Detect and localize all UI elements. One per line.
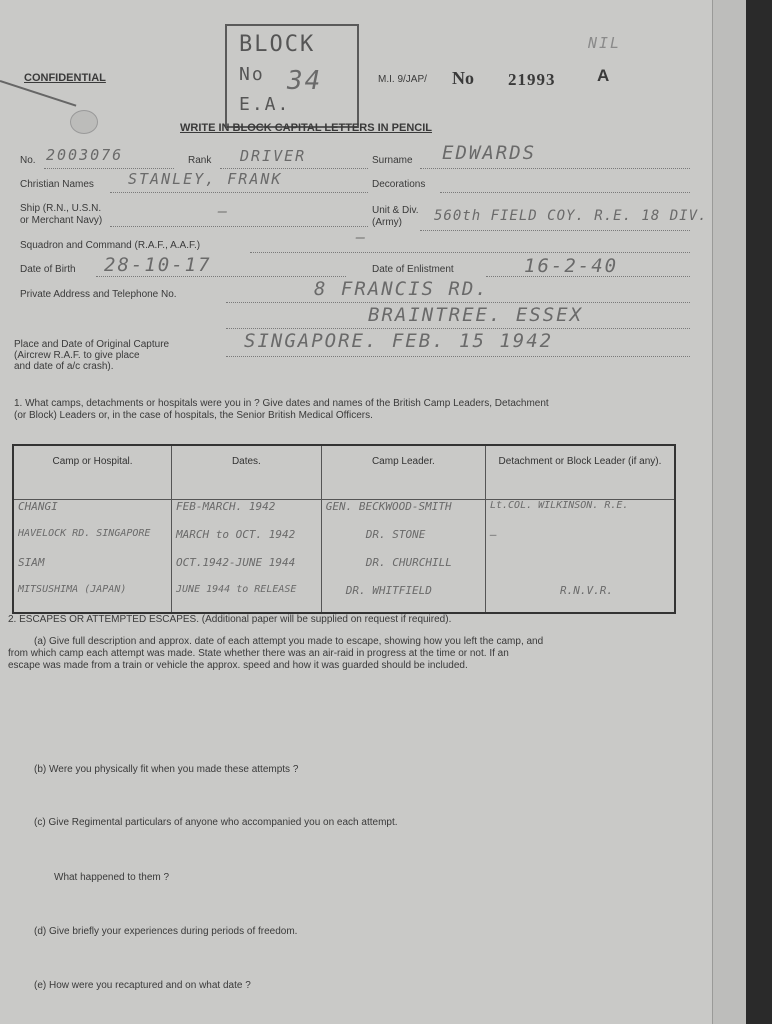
- ship-label-1: Ship (R.N., U.S.N.: [20, 203, 102, 214]
- decorations-line: [440, 192, 690, 193]
- cell-camp: HAVELOCK RD. SINGAPORE: [18, 528, 151, 539]
- unit-line: [420, 230, 690, 231]
- table-row: [13, 500, 675, 529]
- ref-prefix: M.I. 9/JAP/: [378, 74, 427, 85]
- capture-label-1: Place and Date of Original Capture: [14, 339, 170, 350]
- instruction-heading: WRITE IN BLOCK CAPITAL LETTERS IN PENCIL: [180, 122, 432, 134]
- header-detachment: Detachment or Block Leader (if any).: [485, 445, 675, 500]
- ref-suffix: A: [597, 66, 610, 85]
- table-row: [13, 584, 675, 613]
- unit-value: 560th FIELD COY. R.E. 18 DIV.: [434, 208, 708, 224]
- no-label: No.: [20, 155, 36, 166]
- enlistment-value: 16-2-40: [524, 255, 619, 277]
- unit-label-2: (Army): [372, 217, 402, 228]
- squadron-label: Squadron and Command (R.A.F., A.A.F.): [20, 240, 201, 251]
- cell-dates: OCT.1942-JUNE 1944: [176, 556, 296, 569]
- rank-label: Rank: [188, 155, 212, 166]
- decorations-label: Decorations: [372, 179, 426, 190]
- stamp-block-text: BLOCK: [239, 32, 316, 57]
- dob-line: [96, 276, 346, 277]
- address-label: Private Address and Telephone No.: [20, 289, 177, 300]
- dob-value: 28-10-17: [104, 254, 212, 276]
- q2d-text: (d) Give briefly your experiences during periods of freedom.: [34, 926, 298, 937]
- q2c-followup-text: What happened to them ?: [54, 872, 170, 883]
- table-row: [13, 528, 675, 556]
- no-line: [44, 168, 174, 169]
- surname-line: [420, 168, 690, 169]
- camps-table: [12, 444, 676, 614]
- capture-line: [226, 356, 690, 357]
- punch-hole: [70, 110, 98, 134]
- capture-label-3: and date of a/c crash).: [14, 361, 114, 372]
- stamp-number: 34: [287, 66, 323, 96]
- cell-camp: CHANGI: [18, 500, 58, 513]
- stamp-no-text: No: [239, 64, 265, 85]
- cell-dates: JUNE 1944 to RELEASE: [176, 584, 297, 595]
- q2b-text: (b) Were you physically fit when you made these attempts ?: [34, 764, 299, 775]
- header-camp: Camp or Hospital.: [13, 445, 172, 500]
- cell-dates: FEB-MARCH. 1942: [176, 500, 276, 513]
- squadron-line: [250, 252, 690, 253]
- header-camp-leader: Camp Leader.: [321, 445, 485, 500]
- cell-camp: SIAM: [18, 556, 45, 569]
- squadron-value: —: [356, 228, 368, 246]
- cell-camp: MITSUSHIMA (JAPAN): [18, 584, 127, 595]
- ship-value: —: [218, 202, 230, 220]
- q2-title: 2. ESCAPES OR ATTEMPTED ESCAPES. (Additional paper will be supplied on request if required).: [8, 614, 452, 625]
- cell-leader: GEN. BECKWOOD-SMITH: [325, 500, 452, 513]
- capture-label-2: (Aircrew R.A.F. to give place: [14, 350, 140, 361]
- cell-detachment: Lt.COL. WILKINSON. R.E.: [489, 500, 629, 511]
- cell-leader: DR. STONE: [365, 528, 426, 541]
- q1-text-1: 1. What camps, detachments or hospitals were you in ? Give dates and names of the British Camp Leaders, Detachment: [14, 398, 549, 409]
- tag-string: [0, 80, 76, 107]
- cell-detachment: —: [489, 528, 497, 541]
- nil-mark: NIL: [588, 34, 622, 52]
- confidential-label: CONFIDENTIAL: [24, 72, 106, 84]
- q2e-text: (e) How were you recaptured and on what date ?: [34, 980, 251, 991]
- header-dates: Dates.: [172, 445, 322, 500]
- q2a-line-2: from which camp each attempt was made. State whether there was an air-raid in progress at the time or not. If an: [8, 648, 509, 659]
- rank-line: [220, 168, 368, 169]
- ship-label-2: or Merchant Navy): [20, 215, 103, 226]
- camps-table-header: [13, 445, 675, 500]
- christian-names-label: Christian Names: [20, 179, 94, 190]
- christian-names-value: STANLEY, FRANK: [128, 170, 283, 188]
- address-underline-1: [226, 302, 690, 303]
- enlistment-line: [486, 276, 690, 277]
- enlistment-label: Date of Enlistment: [372, 264, 454, 275]
- dob-label: Date of Birth: [20, 264, 76, 275]
- surname-value: EDWARDS: [442, 142, 537, 164]
- address-line-2: BRAINTREE. ESSEX: [368, 304, 584, 326]
- christian-line: [110, 192, 368, 193]
- q1-text-2: (or Block) Leaders or, in the case of hospitals, the Senior British Medical Officers.: [14, 410, 373, 421]
- q2c-text: (c) Give Regimental particulars of anyone who accompanied you on each attempt.: [34, 817, 398, 828]
- background-strip: [746, 0, 772, 1024]
- block-stamp: [225, 24, 359, 128]
- ref-no-label: No: [452, 68, 474, 88]
- unit-label-1: Unit & Div.: [372, 205, 419, 216]
- cell-detachment: R.N.V.R.: [559, 584, 613, 597]
- address-line-1: 8 FRANCIS RD.: [314, 278, 489, 300]
- cell-leader: DR. CHURCHILL: [365, 556, 452, 569]
- ship-line: [110, 226, 368, 227]
- rank-value: DRIVER: [240, 147, 307, 165]
- q2a-line-3: escape was made from a train or vehicle the approx. speed and how it was guarded should be included.: [8, 660, 468, 671]
- stamp-ea-text: E.A.: [239, 94, 291, 115]
- page-edge: [712, 0, 747, 1024]
- table-row: [13, 556, 675, 584]
- cell-leader: DR. WHITFIELD: [345, 584, 432, 597]
- ref-number: 21993: [508, 70, 556, 89]
- cell-dates: MARCH to OCT. 1942: [176, 528, 296, 541]
- capture-value: SINGAPORE. FEB. 15 1942: [244, 330, 554, 352]
- surname-label: Surname: [372, 155, 413, 166]
- q2a-line-1: (a) Give full description and approx. date of each attempt you made to escape, showing how you left the camp, and: [34, 636, 544, 647]
- address-underline-2: [226, 328, 690, 329]
- no-value: 2003076: [46, 146, 124, 164]
